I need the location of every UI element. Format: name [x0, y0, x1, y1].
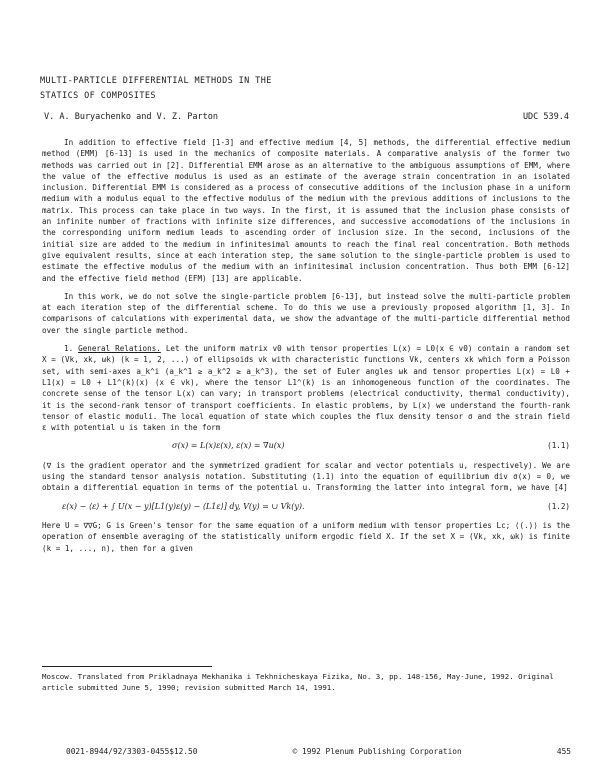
footnote-rule [42, 666, 212, 667]
section-number: 1. [64, 344, 74, 354]
equation-1-1-number: (1.1) [547, 441, 570, 451]
section-text: Let the uniform matrix v0 with tensor properties L(x) = L0(x ∈ v0) contain a random set X = (Vk, xk, ωk) (k = 1, 2, ...) of ellipsoids vk with characteristic functions Vk, centers xk which form a Poisson set, with semi-axes a_k^i (a_k^1 ≥ a_k^2 ≥ a_k^3), the set of Euler angles ωk and tensor properties L(x) = L0 + L1(x) = L0 + L1^(k)(x) (x ∈ vk), where the tensor L1^(k) is an inhomogeneous function of the coordinates. The concrete sense of the tensor L(x) can vary; in transport problems (electrical conductivity, thermal conductivity), it is the second-rank tensor of transport coefficients. In elastic problems, by L(x) we understand the fourth-rank tensor of elastic moduli. The local equation of state which couples the flux density tensor σ and the strain field ε with potential u is taken in the form [42, 344, 571, 433]
paragraph-general-relations [42, 343, 570, 433]
page-footer [66, 747, 571, 756]
equation-1-2-number: (1.2) [547, 501, 570, 511]
footnote: Moscow. Translated from Prikladnaya Mekhanika i Tekhnicheskaya Fizika, No. 3, pp. 148-156, May-June, 1992. Original article submitted June 5, 1990; revision submitted March 14, 1991. [42, 672, 554, 692]
title-line-2: STATICS OF COMPOSITES [40, 91, 156, 101]
paragraph-green-tensor: Here U = ∇∇G; G is Green's tensor for the same equation of a uniform medium with tensor properties Lc; ⟨(.)⟩ is the operation of ensemble averaging of the statistically uniform ergodic field X. If the set X = (Vk, xk, ωk) is finite (k = 1, ..., n), then for a given [42, 520, 570, 553]
section-heading: General Relations. [78, 344, 161, 354]
udc-code: UDC 539.4 [522, 112, 569, 122]
paragraph-this-work: In this work, we do not solve the single-particle problem [6-13], but instead solve the multi-particle problem at each iteration step of the differential scheme. To do this we use a previously proposed algorithm [1, 3]. In comparisons of calculations with experimental data, we show the advantage of the multi-particle differential method over the single particle method. [42, 291, 570, 335]
equation-1-1-body: σ(x) = L(x)ε(x), ε(x) = ∇u(x) [172, 441, 285, 451]
article-body [42, 137, 570, 561]
equation-1-2 [42, 501, 570, 512]
paragraph-intro: In addition to effective field [1-3] and effective medium [4, 5] methods, the differential effective medium method (EMM) [6-13] is used in the mechanics of composite materials. A comparative analysis of the former two methods was carried out in [2]. Differential EMM arose as an alternative to the ambiguous assumptions of EMM, where the value of the effective modulus is used as an estimate of the average strain concentration in an isolated inclusion. Differential EMM is considered as a process of consecutive additions of the inclusion phase in a uniform medium with a modulus equal to the effective modulus of the medium with the previous additions of inclusions to the matrix. This process can take place in two ways. In the first, it is assumed that the inclusion phase consists of an infinite number of fractions with infinite size differences, and successive accomodations of the inclusions in the corresponding uniform medium leads to ascending order of inclusion size. In the second, inclusions of the initial size are added to the medium in infinitesimal amounts to reach the final real concentration. Both methods give equivalent results, since at each interation step, the same solution to the single-particle problem is used to estimate the effective modulus of the medium with an infinitesimal inclusion concentration. Thus both EMM [6-12] and the effective field method (EFM) [13] are applicable. [42, 138, 570, 283]
page-number: 455 [556, 747, 571, 756]
paragraph-gradient: (∇ is the gradient operator and the symmetrized gradient for scalar and vector potentials u, respectively). We are using the standard tensor analysis notation. Substituting (1.1) into the equation of equilibrium div σ(x) = 0, we obtain a differential equation in terms of the potential u. Transforming the latter into integral form, we have [4] [42, 460, 570, 493]
authors: V. A. Buryachenko and V. Z. Parton [44, 112, 218, 122]
journal-code: 0021-8944/92/3303-0455$12.50 [66, 747, 198, 756]
title-line-1: MULTI-PARTICLE DIFFERENTIAL METHODS IN THE [40, 76, 272, 86]
byline [44, 112, 569, 123]
article-title [40, 74, 272, 104]
equation-1-1 [42, 440, 570, 451]
copyright: © 1992 Plenum Publishing Corporation [292, 747, 462, 756]
equation-1-2-body: ε(x) − ⟨ε⟩ + ∫ U(x − y)[L1(y)ε(y) − ⟨L1ε⟩] dy, V(y) = ∪ Vk(y). [62, 501, 305, 511]
